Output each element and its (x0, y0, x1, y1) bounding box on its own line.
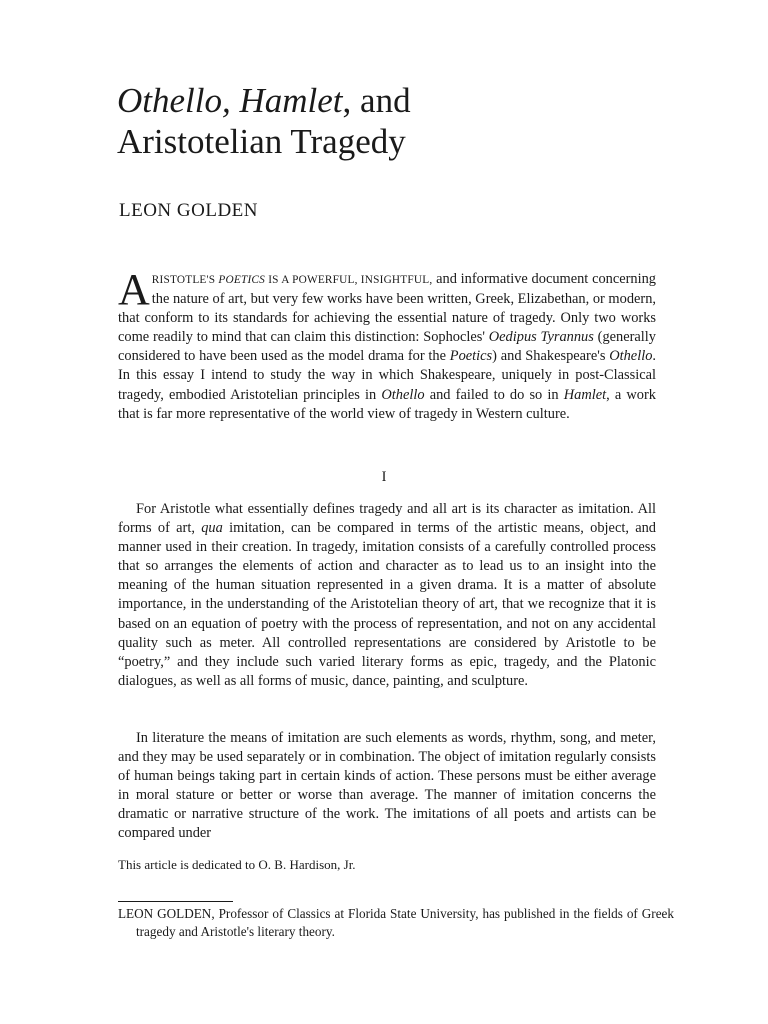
work-title: Othello (381, 386, 425, 403)
paragraph-text: For Aristotle what essentially defines tragedy and all art is its character as imitation. All forms of art, (118, 501, 656, 537)
title-connector: , and (342, 81, 411, 120)
paragraph-text: . In this essay I intend to study the way in which Shakespeare, uniquely in post-Classical tragedy, embodied Aristotelian principles in (118, 348, 656, 403)
intro-paragraph (118, 265, 656, 424)
paragraph-text: , a work that is far more representative of the world view of tragedy in Western culture. (118, 386, 656, 422)
paragraph-text: and informative document concerning the nature of art, but very few works have been written, Greek, Elizabethan, or modern, that conform to its standards for achieving the essential nature of tragedy. Only two works come readily to mind that can claim this distinction: Sophocles' (118, 271, 656, 346)
small-caps-text: IS A POWERFUL, INSIGHTFUL, (265, 274, 433, 286)
small-caps-text: RISTOTLE'S (151, 274, 219, 286)
author-footnote: LEON GOLDEN, Professor of Classics at Florida State University, has published in the fields of Greek tragedy and Aristotle's literary theory. (118, 906, 674, 939)
work-title: Poetics (449, 348, 493, 365)
section-heading: I (381, 469, 387, 485)
article-title (117, 80, 677, 162)
paragraph-text: ) and Shakespeare's (492, 348, 610, 365)
small-caps-italic: POETICS (218, 274, 266, 286)
body-paragraph (118, 500, 656, 691)
paragraph-text: (generally considered to have been used as the model drama for the (118, 329, 656, 365)
title-italic-part: Othello, Hamlet (117, 81, 343, 120)
author-name: LEON GOLDEN (119, 200, 259, 221)
title-second-line: Aristotelian Tragedy (117, 122, 406, 161)
paragraph-text: imitation, can be compared in terms of the artistic means, object, and manner used in their creation. In tragedy, imitation consists of a carefully controlled process that so arranges the elements of action and character as to lead us to an insight into the meaning of the human situation represented in a given drama. It is a matter of absolute importance, in the understanding of the Aristotelian theory of art, that we recognize that it is based on an equation of poetry with the process of representation, and not on any accidental quality such as meter. All controlled representations are considered by Aristotle to be “poetry,” and they include such varied literary forms as epic, tragedy, and the Platonic dialogues, as well as all forms of music, dance, painting, and sculpture. (118, 520, 656, 689)
small-caps-opening (152, 274, 433, 286)
paragraph-text: and failed to do so in (424, 386, 564, 403)
drop-cap: A (118, 265, 150, 314)
work-title: Hamlet (563, 386, 607, 403)
body-paragraph: In literature the means of imitation are such elements as words, rhythm, song, and meter, and they may be used separately or in combination. The object of imitation regularly consists of human beings taking part in certain kinds of action. These persons must be either average in moral stature or better or worse than average. The manner of imitation concerns the dramatic or narrative structure of the work. The imitations of all poets and artists can be compared under (118, 730, 656, 842)
footnote-rule (118, 901, 233, 902)
italic-term: qua (201, 520, 223, 537)
work-title: Oedipus Tyrannus (488, 329, 594, 346)
work-title: Othello (609, 348, 653, 365)
dedication-note: This article is dedicated to O. B. Hardison, Jr. (118, 857, 356, 872)
